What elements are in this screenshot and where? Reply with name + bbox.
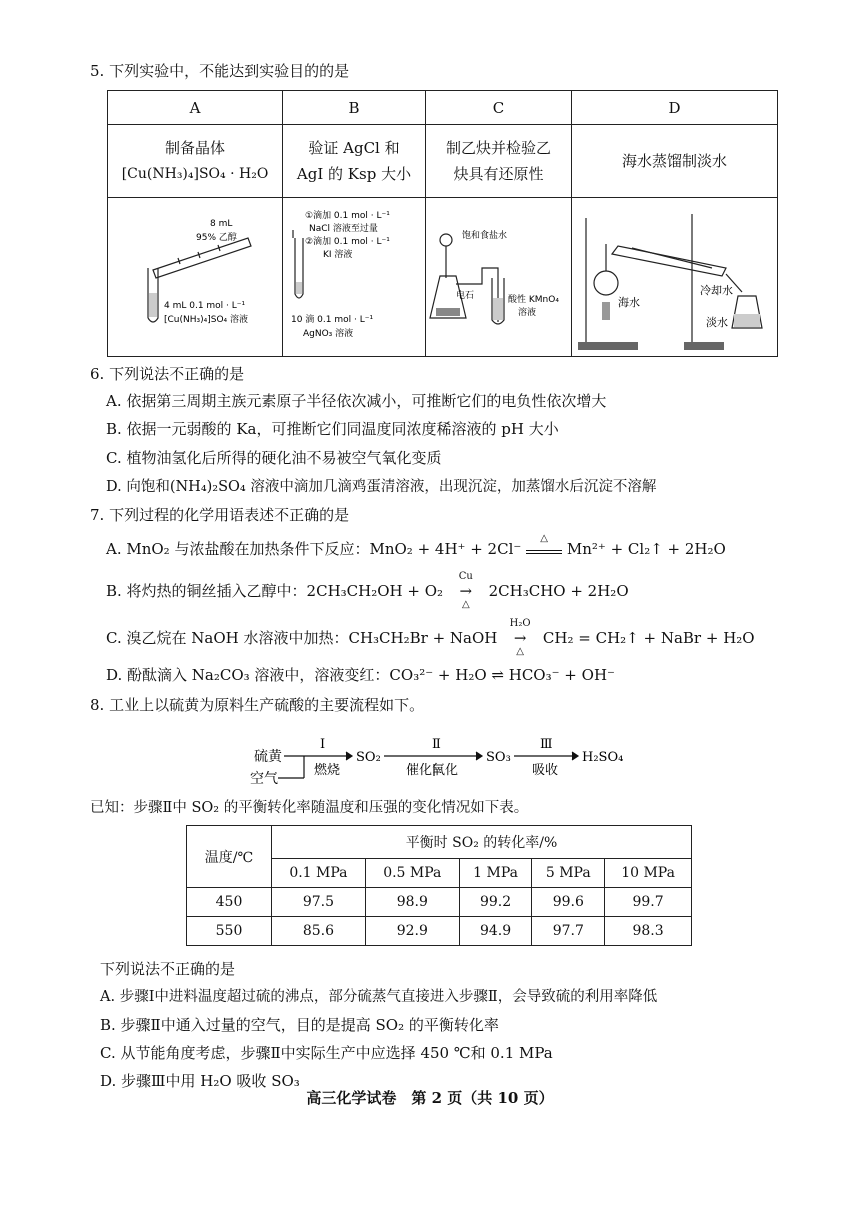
q8-option-a: A. 步骤Ⅰ中进料温度超过硫的沸点，部分硫蒸气直接进入步骤Ⅱ，会导致硫的利用率降低: [100, 989, 658, 1005]
cell-temp: 450: [187, 888, 272, 917]
cell-value: 97.7: [532, 917, 605, 946]
purpose-b: [283, 125, 426, 198]
q7-b-catalyst: Cu: [458, 571, 473, 582]
flow-h2so4: H₂SO₄: [582, 750, 624, 765]
purpose-c-line1: 制乙炔并检验乙: [445, 139, 551, 157]
flow-sulfur: 硫黄: [254, 749, 282, 765]
cell-value: 97.5: [272, 888, 366, 917]
cell-value: 99.2: [459, 888, 532, 917]
flow-step2: Ⅱ: [432, 737, 441, 752]
apparatus-a: [108, 198, 283, 357]
apparatus-b: [283, 198, 426, 357]
table-row: [187, 917, 692, 946]
col-c-header: C: [426, 91, 572, 125]
q5-stem: 5. 下列实验中，不能达到实验目的的是: [90, 62, 350, 80]
label-a-volume: 8 mL: [210, 219, 233, 229]
header-pressure-2: 0.5 MPa: [365, 859, 459, 888]
q7-a-arrow: [526, 533, 562, 554]
col-b-header: B: [283, 91, 426, 125]
header-temperature: 温度/℃: [187, 826, 272, 888]
page-footer: 高三化学试卷 第 2 页（共 10 页）: [306, 1089, 554, 1107]
q6-option-d: D. 向饱和(NH₄)₂SO₄ 溶液中滴加几滴鸡蛋清溶液，出现沉淀，加蒸馏水后沉淀不溶解: [106, 479, 657, 495]
header-pressure-4: 5 MPa: [532, 859, 605, 888]
q8-option-b: B. 步骤Ⅱ中通入过量的空气，目的是提高 SO₂ 的平衡转化率: [100, 1016, 499, 1034]
q8-stem2: 下列说法不正确的是: [100, 960, 236, 978]
label-a-ethanol: 95% 乙醇: [196, 233, 237, 243]
q7-c-arrow: H₂O → △: [502, 627, 538, 649]
label-d-cooling: 冷却水: [700, 284, 733, 297]
cell-value: 94.9: [459, 917, 532, 946]
cell-value: 92.9: [365, 917, 459, 946]
table-row: [187, 888, 692, 917]
col-d-header: D: [572, 91, 778, 125]
apparatus-c: [426, 198, 572, 357]
q7-b-products: 2CH₃CHO + 2H₂O: [488, 582, 629, 600]
header-pressure-5: 10 MPa: [605, 859, 692, 888]
cell-temp: 550: [187, 917, 272, 946]
label-a-conc: 4 mL 0.1 mol · L⁻¹: [164, 301, 246, 311]
purpose-a-line2: [Cu(NH₃)₄]SO₄ · H₂O: [121, 166, 269, 182]
label-c-solution: 溶液: [518, 308, 537, 318]
q7-b-heat: △: [461, 599, 470, 610]
q7-option-c: [106, 618, 755, 657]
pipette-icon: [153, 238, 251, 278]
flow-step3: Ⅲ: [540, 737, 553, 752]
purpose-d: 海水蒸馏制淡水: [572, 125, 778, 198]
purpose-b-line2: AgI 的 Ksp 大小: [296, 165, 412, 183]
label-c-carbide: 电石: [456, 291, 475, 301]
purpose-c-line2: 炔具有还原性: [453, 165, 544, 183]
flow-step1: Ⅰ: [320, 737, 326, 752]
label-c-kmno4: 酸性 KMnO₄: [508, 295, 559, 305]
q7-option-d: D. 酚酞滴入 Na₂CO₃ 溶液中，溶液变红：CO₃²⁻ + H₂O ⇌ HCO₃⁻ + OH⁻: [106, 666, 615, 684]
label-b-drops: 10 滴 0.1 mol · L⁻¹: [291, 315, 374, 325]
label-c-brine: 饱和食盐水: [462, 231, 508, 241]
q8-stem: 8. 工业上以硫黄为原料生产硫酸的主要流程如下。: [90, 696, 425, 714]
label-d-seawater: 海水: [618, 296, 640, 309]
q5-experiment-table: [107, 90, 778, 357]
q6-option-a: A. 依据第三周期主族元素原子半径依次减小，可推断它们的电负性依次增大: [106, 392, 607, 410]
cell-value: 99.7: [605, 888, 692, 917]
q8-option-c: C. 从节能角度考虑，步骤Ⅱ中实际生产中应选择 450 ℃和 0.1 MPa: [100, 1044, 553, 1062]
flow-so2: SO₂: [356, 750, 381, 765]
q7-b-reactants: B. 将灼热的铜丝插入乙醇中：2CH₃CH₂OH + O₂: [106, 582, 444, 600]
purpose-c: [426, 125, 572, 198]
q8-process-flow: [250, 732, 654, 790]
flow-so3: SO₃: [486, 750, 511, 765]
header-conversion: 平衡时 SO₂ 的转化率/%: [272, 826, 692, 859]
q6-option-b: B. 依据一元弱酸的 Ka，可推断它们同温度同浓度稀溶液的 pH 大小: [106, 420, 559, 438]
label-b-nacl: NaCl 溶液至过量: [309, 224, 378, 234]
label-b-ki: KI 溶液: [323, 250, 353, 260]
q7-c-reactants: C. 溴乙烷在 NaOH 水溶液中加热：CH₃CH₂Br + NaOH: [106, 629, 498, 647]
cell-value: 85.6: [272, 917, 366, 946]
col-a-header: A: [108, 91, 283, 125]
funnel-icon: [440, 234, 452, 246]
q7-c-solvent: H₂O: [509, 618, 531, 629]
label-d-freshwater: 淡水: [706, 316, 728, 329]
flow-burn: 燃烧: [314, 763, 341, 778]
q7-a-reactants: A. MnO₂ 与浓盐酸在加热条件下反应：MnO₂ + 4H⁺ + 2Cl⁻: [106, 540, 522, 558]
flow-absorb: 吸收: [532, 763, 559, 778]
q8-known: 已知：步骤Ⅱ中 SO₂ 的平衡转化率随温度和压强的变化情况如下表。: [90, 800, 529, 816]
header-pressure-1: 0.1 MPa: [272, 859, 366, 888]
q7-c-products: CH₂ = CH₂↑ + NaBr + H₂O: [542, 629, 755, 647]
purpose-b-line1: 验证 AgCl 和: [308, 139, 400, 157]
label-b-step1: ①滴加 0.1 mol · L⁻¹: [305, 211, 390, 221]
purpose-a-line1: 制备晶体: [164, 139, 225, 157]
distillation-flask-icon: [594, 271, 618, 295]
flow-air: 空气: [250, 771, 278, 787]
q8-conversion-table: [186, 825, 692, 946]
flow-oxidation: 催化氧化: [406, 763, 459, 778]
label-a-solution: [Cu(NH₃)₄]SO₄ 溶液: [164, 315, 249, 325]
label-b-step2: ②滴加 0.1 mol · L⁻¹: [305, 237, 390, 247]
q7-b-arrow: Cu → △: [448, 580, 484, 602]
q8-option-d: D. 步骤Ⅲ中用 H₂O 吸收 SO₃: [100, 1072, 300, 1090]
q7-stem: 7. 下列过程的化学用语表述不正确的是: [90, 506, 350, 524]
condenser-icon: [612, 246, 726, 276]
q6-option-c: C. 植物油氢化后所得的硬化油不易被空气氧化变质: [106, 449, 442, 467]
cell-value: 99.6: [532, 888, 605, 917]
q7-option-a: [106, 533, 726, 560]
label-b-agno3: AgNO₃ 溶液: [303, 329, 354, 339]
burner-icon: [602, 302, 610, 320]
q6-stem: 6. 下列说法不正确的是: [90, 365, 245, 383]
q7-a-products: Mn²⁺ + Cl₂↑ + 2H₂O: [566, 540, 726, 558]
header-pressure-3: 1 MPa: [459, 859, 532, 888]
q7-a-condition: △: [540, 533, 548, 544]
purpose-a: [108, 125, 283, 198]
cell-value: 98.9: [365, 888, 459, 917]
apparatus-d: [572, 198, 778, 357]
q7-option-b: [106, 571, 629, 610]
q7-c-heat: △: [516, 646, 524, 657]
cell-value: 98.3: [605, 917, 692, 946]
